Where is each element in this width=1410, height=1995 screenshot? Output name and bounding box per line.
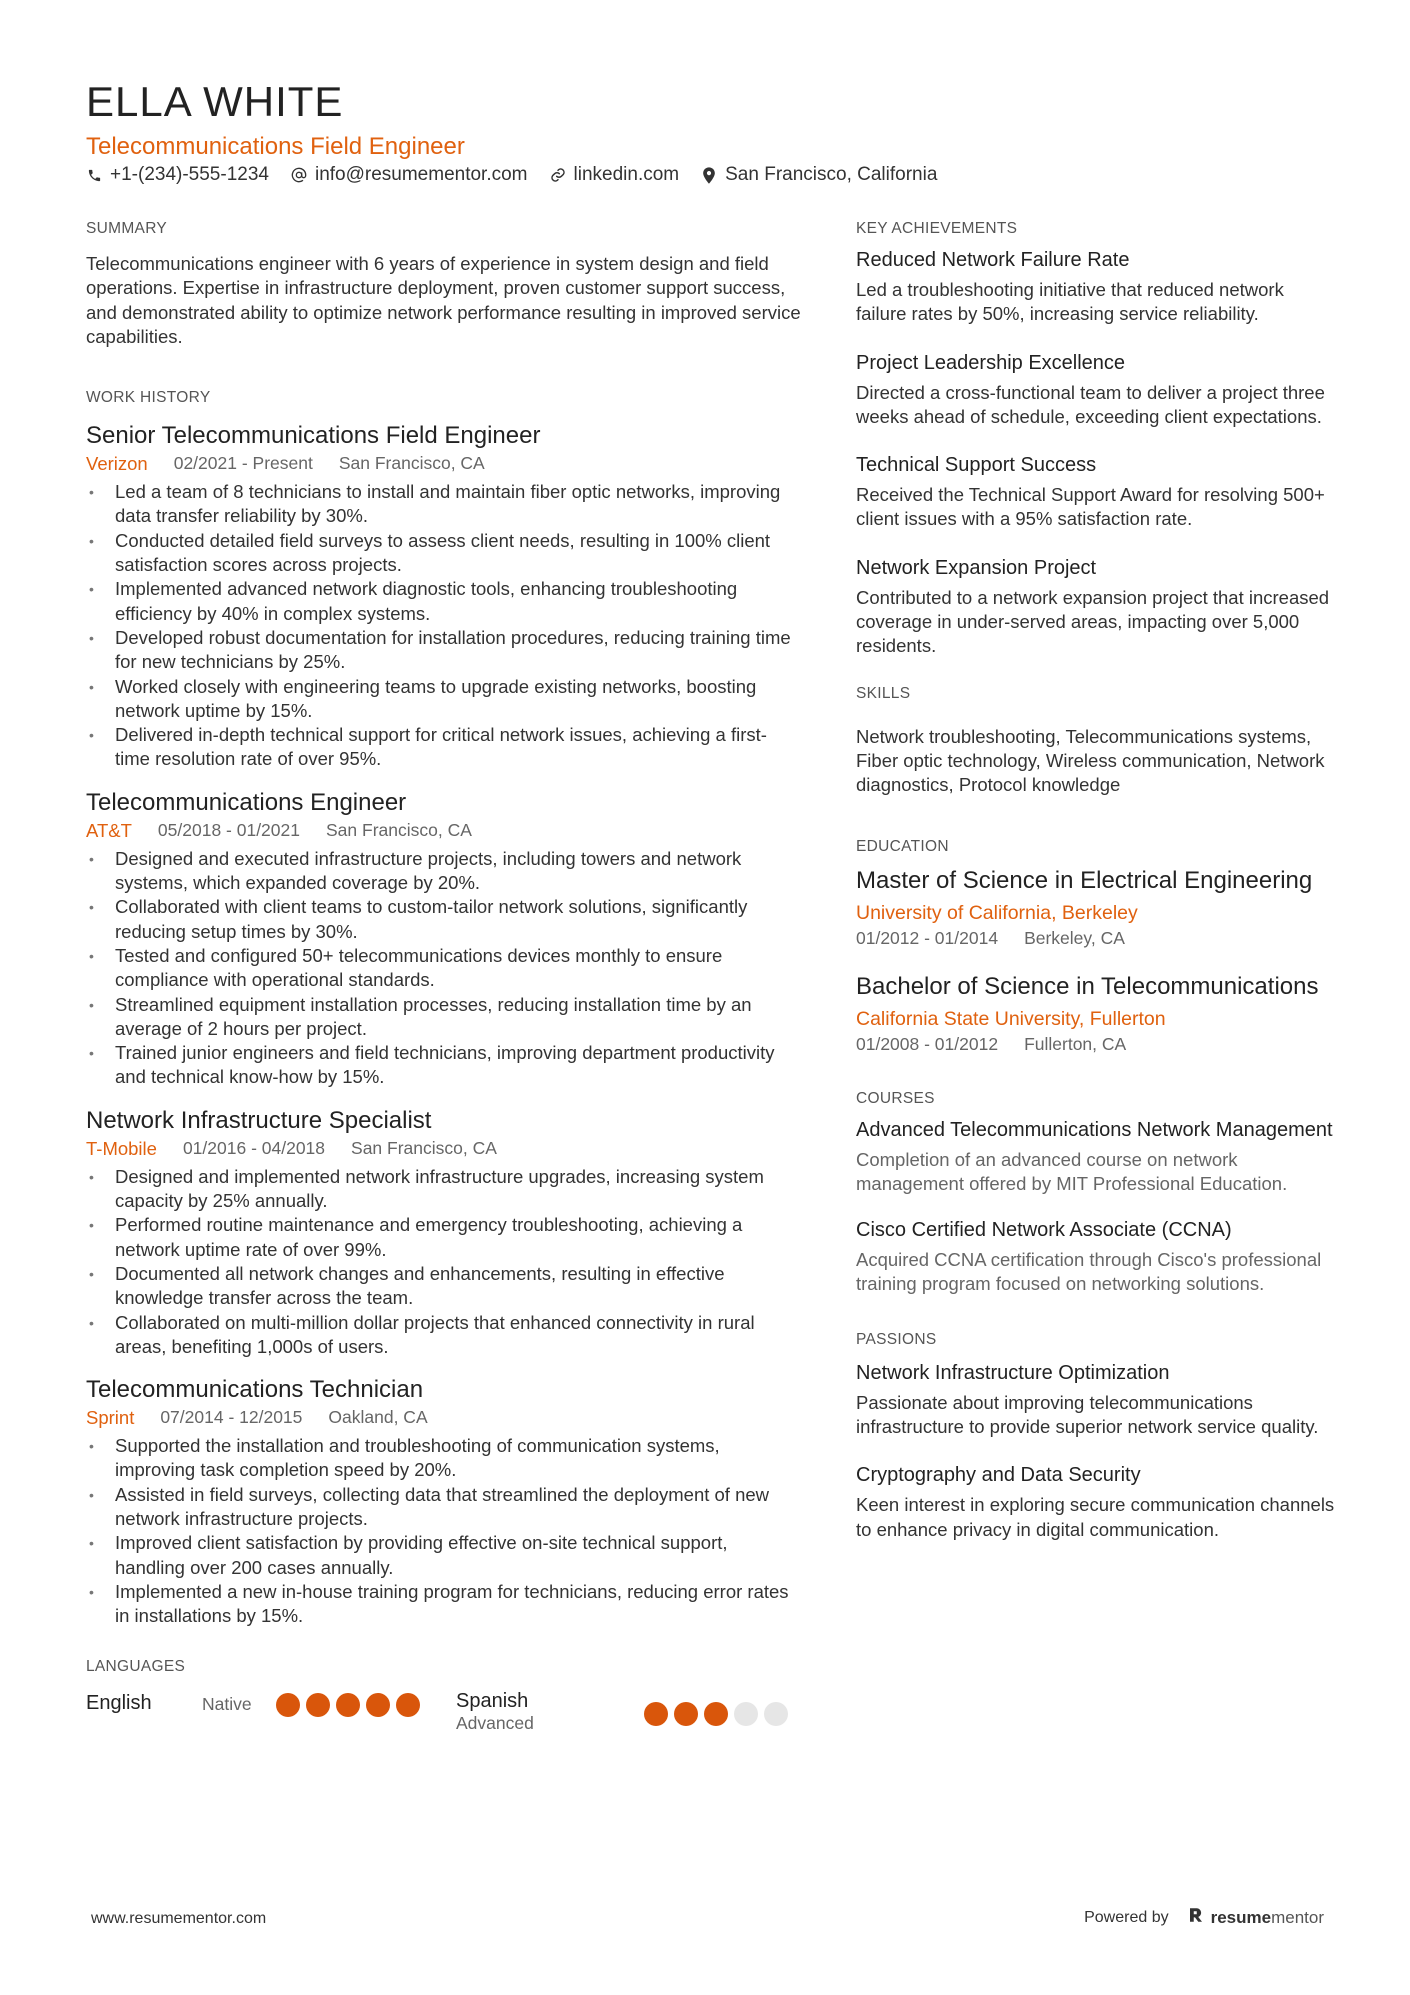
language-level: Native bbox=[202, 1694, 252, 1715]
job-company: T-Mobile bbox=[86, 1137, 157, 1159]
bullet-item: • Assisted in field surveys, collecting data that streamlined the deployment of new network infrastructure projects. bbox=[86, 1483, 801, 1532]
bullet-item: • Designed and executed infrastructure projects, including towers and network systems, which expanded coverage by 20%. bbox=[86, 847, 801, 896]
bullet-item: • Performed routine maintenance and emergency troubleshooting, achieving a network uptime rate of over 99%. bbox=[86, 1213, 801, 1262]
rating-dot-filled bbox=[396, 1693, 420, 1717]
rating-dot-empty bbox=[734, 1702, 758, 1726]
education-meta bbox=[856, 1032, 1336, 1056]
link-icon bbox=[550, 166, 566, 184]
bullet-item: • Implemented advanced network diagnostic tools, enhancing troubleshooting efficiency by 40% in complex systems. bbox=[86, 577, 801, 626]
bullet-item: • Tested and configured 50+ telecommunications devices monthly to ensure compliance with operational standards. bbox=[86, 944, 801, 993]
passion-title: Cryptography and Data Security bbox=[856, 1464, 1141, 1487]
right-column bbox=[856, 220, 1336, 1564]
candidate-name: ELLA WHITE bbox=[86, 78, 344, 125]
key-achievements-section bbox=[856, 220, 1336, 659]
achievement-title: Reduced Network Failure Rate bbox=[856, 249, 1130, 271]
section-heading: PASSIONS bbox=[856, 1330, 937, 1348]
education-meta bbox=[856, 926, 1336, 950]
job-dates: 02/2021 - Present bbox=[173, 453, 313, 474]
phone-icon bbox=[86, 166, 102, 184]
job-bullets bbox=[86, 847, 801, 1090]
rating-dot-filled bbox=[276, 1693, 300, 1717]
bullet-item: • Trained junior engineers and field technicians, improving department productivity and technical know-how by 15%. bbox=[86, 1041, 801, 1090]
bullet-item: • Developed robust documentation for installation procedures, reducing training time for new technicians by 25%. bbox=[86, 626, 801, 675]
contact-bar bbox=[86, 164, 937, 186]
course-text: Completion of an advanced course on network management offered by MIT Professional Education. bbox=[856, 1148, 1288, 1194]
course-title: Cisco Certified Network Associate (CCNA) bbox=[856, 1219, 1232, 1242]
rating-dot-filled bbox=[306, 1693, 330, 1717]
section-heading: EDUCATION bbox=[856, 837, 949, 855]
bullet-item: • Worked closely with engineering teams to upgrade existing networks, boosting network uptime by 15%. bbox=[86, 675, 801, 724]
bullet-item: • Collaborated on multi-million dollar projects that enhanced connectivity in rural areas, benefiting 1,000s of users. bbox=[86, 1311, 801, 1360]
section-heading: KEY ACHIEVEMENTS bbox=[856, 220, 1018, 237]
language-rating bbox=[644, 1690, 788, 1726]
section-heading: WORK HISTORY bbox=[86, 389, 211, 407]
course-item bbox=[856, 1118, 1336, 1197]
passion-item bbox=[856, 1461, 1336, 1542]
job-entry bbox=[86, 788, 801, 1090]
job-title: Network Infrastructure Specialist bbox=[86, 1106, 432, 1134]
languages-section bbox=[86, 1658, 801, 1734]
section-heading: SUMMARY bbox=[86, 220, 168, 237]
language-item bbox=[86, 1690, 456, 1717]
passion-text: Keen interest in exploring secure communication channels to enhance privacy in digital communication. bbox=[856, 1494, 1335, 1540]
education-location: Berkeley, CA bbox=[1024, 927, 1125, 948]
job-meta bbox=[86, 1405, 801, 1430]
job-dates: 07/2014 - 12/2015 bbox=[160, 1407, 303, 1428]
education-school: California State University, Fullerton bbox=[856, 1007, 1166, 1030]
location-pin-icon bbox=[701, 166, 717, 184]
section-heading: SKILLS bbox=[856, 684, 911, 702]
achievement-text: Directed a cross-functional team to deliver a project three weeks ahead of schedule, exceeding client expectations. bbox=[856, 381, 1325, 427]
education-item bbox=[856, 972, 1336, 1056]
bullet-item: • Implemented a new in-house training program for technicians, reducing error rates in installations by 15%. bbox=[86, 1580, 801, 1629]
education-school: University of California, Berkeley bbox=[856, 901, 1138, 924]
achievement-text: Contributed to a network expansion project that increased coverage in under-served areas, impacting over 5,000 residents. bbox=[856, 586, 1330, 657]
bullet-item: • Delivered in-depth technical support for critical network issues, achieving a first-time resolution rate of over 95%. bbox=[86, 723, 801, 772]
job-entry bbox=[86, 421, 801, 772]
section-heading: LANGUAGES bbox=[86, 1658, 186, 1676]
achievement-text: Led a troubleshooting initiative that reduced network failure rates by 50%, increasing service reliability. bbox=[856, 279, 1284, 325]
education-dates: 01/2008 - 01/2012 bbox=[856, 1033, 999, 1054]
achievement-item bbox=[856, 554, 1336, 659]
language-level: Advanced bbox=[456, 1713, 534, 1734]
work-history-section bbox=[86, 389, 801, 1628]
language-name: English bbox=[86, 1692, 152, 1715]
achievement-item bbox=[856, 246, 1336, 327]
footer-website[interactable]: www.resumementor.com bbox=[91, 1910, 267, 1927]
language-label-stack bbox=[456, 1690, 644, 1734]
achievement-title: Network Expansion Project bbox=[856, 556, 1097, 579]
achievement-text: Received the Technical Support Award for resolving 500+ client issues with a 95% satisfaction rate. bbox=[856, 484, 1325, 530]
bullet-item: • Streamlined equipment installation processes, reducing installation time by an average of 2 hours per project. bbox=[86, 993, 801, 1042]
education-item bbox=[856, 866, 1336, 950]
job-entry bbox=[86, 1106, 801, 1359]
course-text: Acquired CCNA certification through Cisco's professional training program focused on networking solutions. bbox=[856, 1249, 1322, 1295]
resumementor-logo-icon bbox=[1187, 1906, 1205, 1929]
job-entry bbox=[86, 1375, 801, 1628]
rating-dot-filled bbox=[704, 1702, 728, 1726]
passion-title: Network Infrastructure Optimization bbox=[856, 1361, 1170, 1384]
language-rating bbox=[276, 1690, 420, 1717]
section-heading: COURSES bbox=[856, 1089, 935, 1107]
bullet-item: • Improved client satisfaction by providing effective on-site technical support, handling over 200 cases annually. bbox=[86, 1531, 801, 1580]
bullet-item: • Designed and implemented network infrastructure upgrades, increasing system capacity by 25% annually. bbox=[86, 1165, 801, 1214]
job-bullets bbox=[86, 1165, 801, 1359]
bullet-item: • Conducted detailed field surveys to assess client needs, resulting in 100% client satisfaction scores across projects. bbox=[86, 529, 801, 578]
rating-dot-empty bbox=[764, 1702, 788, 1726]
job-meta bbox=[86, 451, 801, 476]
skills-section bbox=[856, 685, 1336, 798]
language-item bbox=[456, 1690, 801, 1734]
course-title: Advanced Telecommunications Network Management bbox=[856, 1118, 1333, 1141]
passion-text: Passionate about improving telecommunications infrastructure to provide superior network service quality. bbox=[856, 1391, 1319, 1438]
rating-dot-filled bbox=[366, 1693, 390, 1717]
summary-section bbox=[86, 220, 801, 349]
course-item bbox=[856, 1218, 1336, 1297]
summary-text: Telecommunications engineer with 6 years of experience in system design and field operations. Expertise in infrastructure deployment, proven customer support success, and demonstrated ability to optimize network performance resulting in improved service capabilities. bbox=[86, 253, 801, 347]
job-location: San Francisco, CA bbox=[351, 1137, 497, 1158]
contact-text: info@resumementor.com bbox=[314, 164, 528, 185]
bullet-item: • Led a team of 8 technicians to install and maintain fiber optic networks, improving data transfer reliability by 30%. bbox=[86, 480, 801, 529]
job-company: Sprint bbox=[86, 1407, 135, 1429]
education-dates: 01/2012 - 01/2014 bbox=[856, 927, 999, 948]
achievement-item bbox=[856, 349, 1336, 430]
job-bullets bbox=[86, 480, 801, 772]
job-dates: 05/2018 - 01/2021 bbox=[157, 819, 300, 840]
contact-text: linkedin.com bbox=[573, 164, 680, 185]
brand-light: mentor bbox=[1271, 1907, 1324, 1927]
bullet-item: • Documented all network changes and enhancements, resulting in effective knowledge transfer across the team. bbox=[86, 1262, 801, 1311]
bullet-item: • Supported the installation and troubleshooting of communication systems, improving task completion speed by 20%. bbox=[86, 1434, 801, 1483]
job-meta bbox=[86, 818, 801, 843]
job-dates: 01/2016 - 04/2018 bbox=[182, 1137, 326, 1158]
education-section bbox=[856, 838, 1336, 1056]
courses-section bbox=[856, 1090, 1336, 1297]
job-company: Verizon bbox=[86, 453, 148, 475]
brand-bold: resume bbox=[1210, 1907, 1272, 1927]
education-degree: Master of Science in Electrical Engineering bbox=[856, 866, 1313, 894]
contact-text: +1-(234)-555-1234 bbox=[110, 164, 269, 185]
education-location: Fullerton, CA bbox=[1024, 1033, 1127, 1054]
passions-section bbox=[856, 1331, 1336, 1542]
achievement-item bbox=[856, 451, 1336, 532]
rating-dot-filled bbox=[674, 1702, 698, 1726]
skills-text: Network troubleshooting, Telecommunications systems, Fiber optic technology, Wireless communication, Network diagnostics, Protocol knowledge bbox=[856, 725, 1325, 796]
job-company: AT&T bbox=[86, 819, 132, 841]
footer-powered-by bbox=[1084, 1906, 1324, 1929]
job-location: San Francisco, CA bbox=[338, 453, 485, 474]
languages-row bbox=[86, 1690, 801, 1734]
rating-dot-filled bbox=[644, 1702, 668, 1726]
powered-by-label: Powered by bbox=[1084, 1908, 1169, 1926]
passion-item bbox=[856, 1359, 1336, 1440]
achievement-title: Technical Support Success bbox=[856, 454, 1097, 477]
contact-linkedin[interactable] bbox=[550, 164, 680, 186]
job-bullets bbox=[86, 1434, 801, 1628]
education-degree: Bachelor of Science in Telecommunications bbox=[856, 972, 1319, 1000]
language-name: Spanish bbox=[456, 1690, 529, 1713]
job-title: Telecommunications Engineer bbox=[86, 788, 407, 816]
job-title: Senior Telecommunications Field Engineer bbox=[86, 422, 541, 450]
brand-logo[interactable] bbox=[1187, 1906, 1324, 1929]
bullet-item: • Collaborated with client teams to custom-tailor network solutions, significantly reducing setup times by 30%. bbox=[86, 895, 801, 944]
contact-email[interactable] bbox=[291, 164, 528, 186]
job-location: Oakland, CA bbox=[328, 1407, 428, 1428]
job-meta bbox=[86, 1136, 801, 1161]
candidate-title: Telecommunications Field Engineer bbox=[86, 133, 465, 160]
left-column bbox=[86, 220, 801, 1734]
rating-dot-filled bbox=[336, 1693, 360, 1717]
achievement-title: Project Leadership Excellence bbox=[856, 351, 1126, 374]
job-location: San Francisco, CA bbox=[326, 819, 472, 840]
at-icon bbox=[291, 166, 307, 184]
contact-text: San Francisco, California bbox=[725, 164, 938, 185]
contact-phone[interactable] bbox=[86, 164, 269, 186]
job-title: Telecommunications Technician bbox=[86, 1376, 424, 1404]
contact-location bbox=[701, 164, 937, 186]
